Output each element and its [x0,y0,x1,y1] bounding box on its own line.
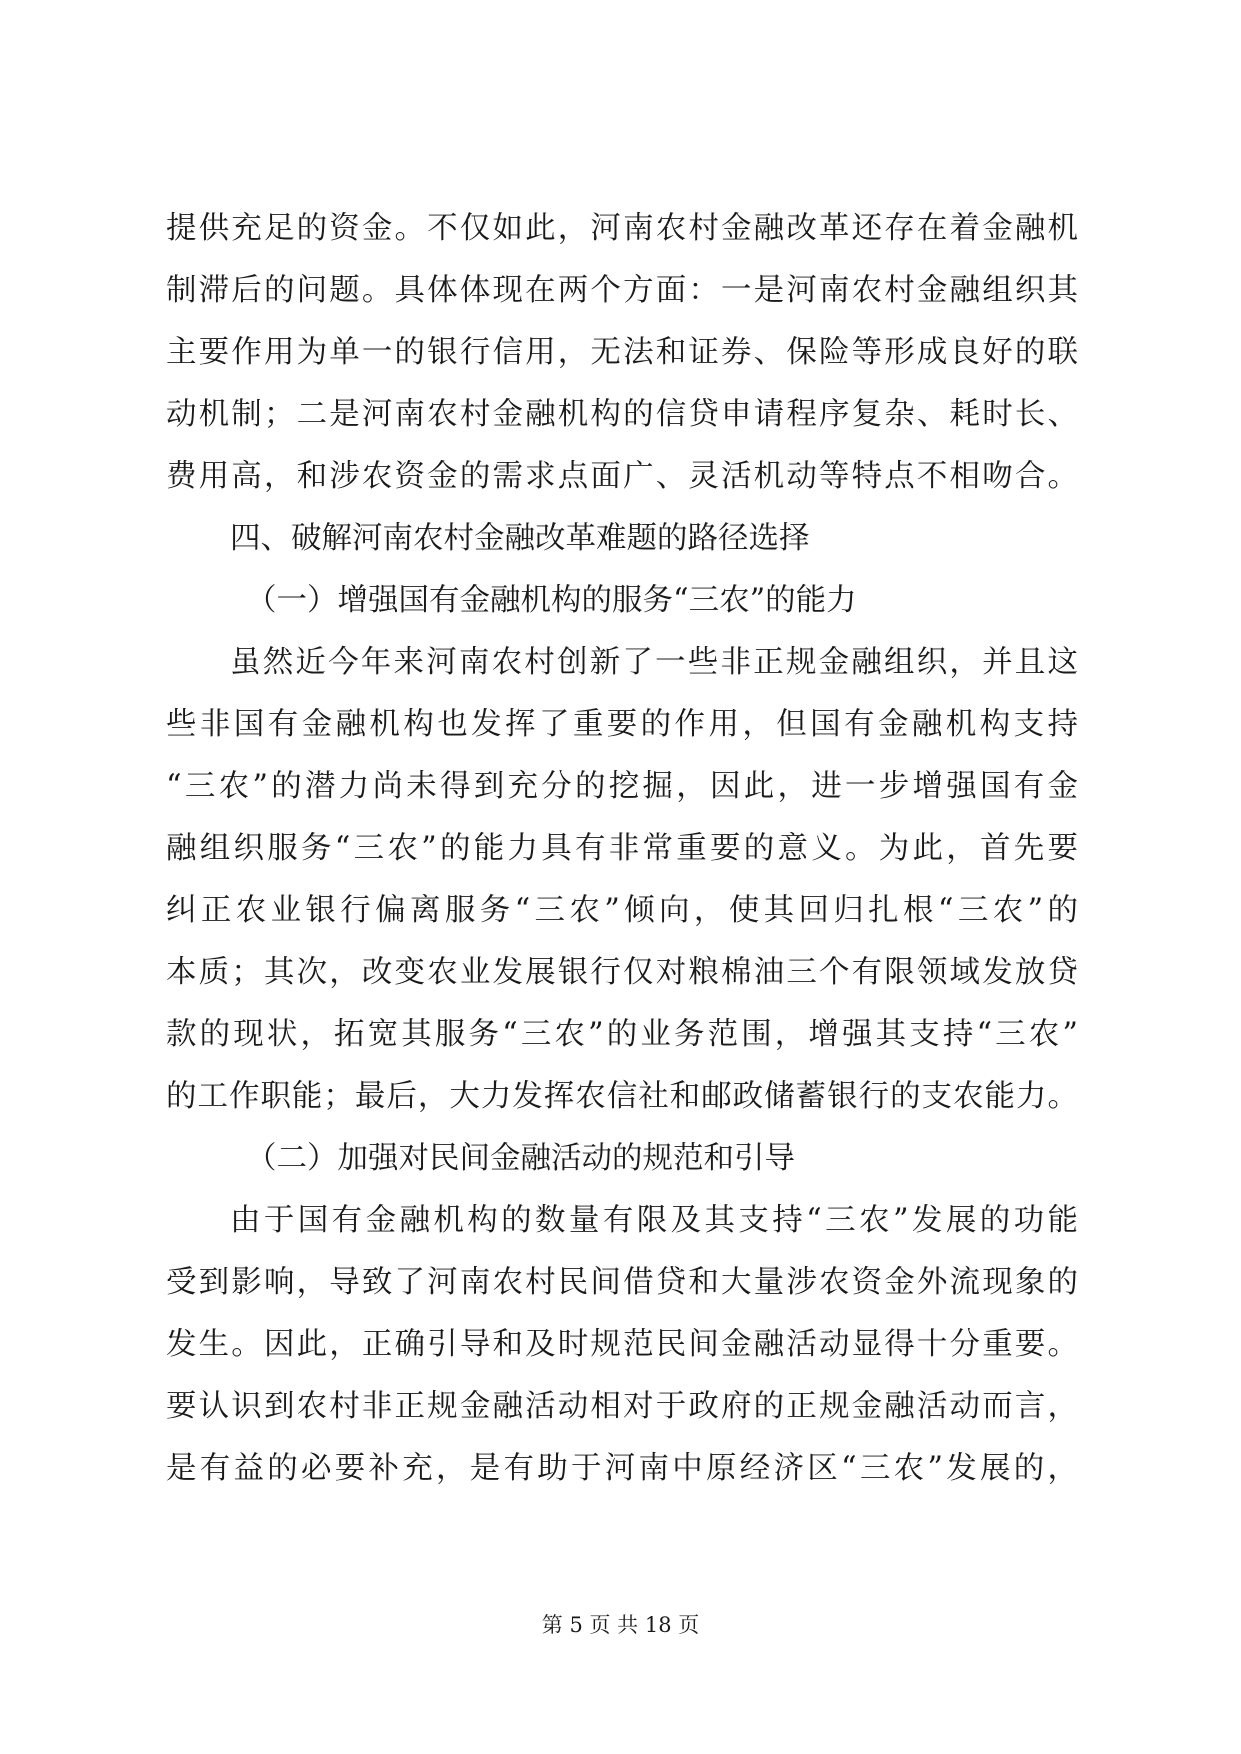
paragraph-line: 受到影响，导致了河南农村民间借贷和大量涉农资金外流现象的 [166,1265,1078,1300]
paragraph-line: 融组织服务“三农”的能力具有非常重要的意义。为此，首先要 [166,831,1078,866]
page-number-label: 第 5 页 共 18 页 [541,1613,700,1637]
paragraph-line: 是有益的必要补充，是有助于河南中原经济区“三农”发展的， [166,1451,1078,1486]
paragraph-line: 主要作用为单一的银行信用，无法和证券、保险等形成良好的联 [166,335,1078,370]
paragraph-line: 虽然近今年来河南农村创新了一些非正规金融组织，并且这 [230,645,1078,680]
paragraph-line: 纠正农业银行偏离服务“三农”倾向，使其回归扎根“三农”的 [166,893,1078,928]
paragraph-line: 本质；其次，改变农业发展银行仅对粮棉油三个有限领域发放贷 [166,955,1078,990]
document-body [166,198,1078,1500]
subsection-heading: （一）增强国有金融机构的服务“三农”的能力 [246,583,857,618]
paragraph-line: 由于国有金融机构的数量有限及其支持“三农”发展的功能 [230,1203,1078,1238]
paragraph-line: 发生。因此，正确引导和及时规范民间金融活动显得十分重要。 [166,1327,1078,1362]
paragraph-line: 制滞后的问题。具体体现在两个方面：一是河南农村金融组织其 [166,273,1078,308]
page-footer [0,1610,1241,1640]
paragraph-line: 提供充足的资金。不仅如此，河南农村金融改革还存在着金融机 [166,211,1078,246]
subsection-heading: （二）加强对民间金融活动的规范和引导 [246,1141,795,1176]
paragraph-line: 费用高，和涉农资金的需求点面广、灵活机动等特点不相吻合。 [166,459,1078,494]
section-heading: 四、破解河南农村金融改革难题的路径选择 [230,521,810,556]
paragraph-line: 款的现状，拓宽其服务“三农”的业务范围，增强其支持“三农” [166,1017,1078,1052]
paragraph-line: 些非国有金融机构也发挥了重要的作用，但国有金融机构支持 [166,707,1078,742]
paragraph-line: “三农”的潜力尚未得到充分的挖掘，因此，进一步增强国有金 [166,769,1078,804]
paragraph-line: 要认识到农村非正规金融活动相对于政府的正规金融活动而言， [166,1389,1078,1424]
paragraph-line: 的工作职能；最后，大力发挥农信社和邮政储蓄银行的支农能力。 [166,1079,1078,1114]
paragraph-line: 动机制；二是河南农村金融机构的信贷申请程序复杂、耗时长、 [166,397,1078,432]
